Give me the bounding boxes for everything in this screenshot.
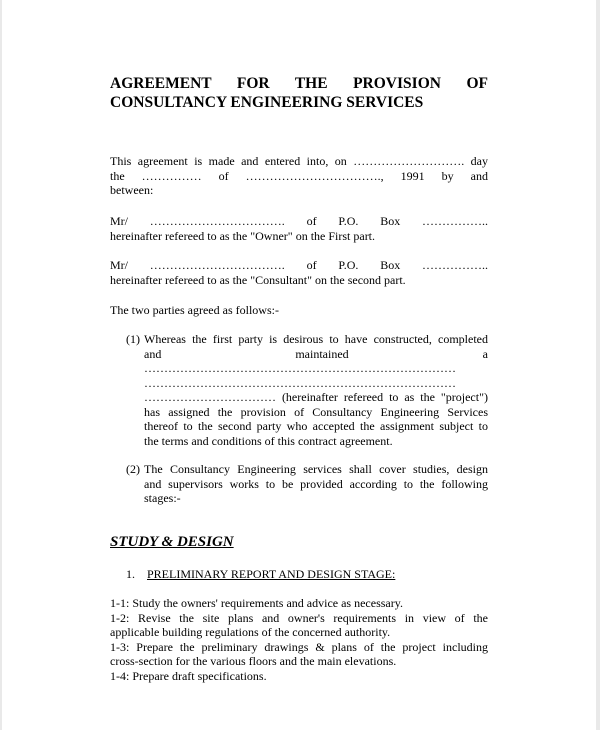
clause-1-1: 1-1: Study the owners' requirements and advice as necessary. (110, 596, 403, 610)
item1-line-6: has assigned the provision of Consultancy Engineering Services (144, 404, 488, 419)
item1-line-5: …………………………… (hereinafter refereed to as the "project") (144, 390, 488, 404)
section-heading: STUDY & DESIGN (110, 534, 234, 550)
clause-item-1-number: (1) (126, 332, 140, 346)
title-line-1: AGREEMENT FOR THE PROVISION OF (110, 75, 488, 92)
item2-line-1: The Consultancy Engineering services shall cover studies, design (144, 462, 488, 476)
clauses-list (110, 596, 488, 683)
intro-line-3: between: (110, 183, 154, 197)
clause-item-2-number: (2) (126, 462, 140, 476)
intro-line-2: the …………… of ……………………………., 1991 by and (110, 168, 488, 183)
item1-line-8: the terms and conditions of this contract agreement. (144, 433, 393, 448)
title-line-2: CONSULTANCY ENGINEERING SERVICES (110, 94, 424, 111)
item1-line-3: …………………………………………………………………… (144, 361, 456, 375)
document-title (110, 74, 488, 112)
clause-1-2-line-1: 1-2: Revise the site plans and owner's requirements in view of the (110, 610, 488, 625)
stage-1-number: 1. (126, 567, 135, 581)
clause-1-2-line-2: applicable building regulations of the concerned authority. (110, 625, 391, 639)
item1-line-1: Whereas the first party is desirous to have constructed, completed (144, 332, 488, 346)
item2-line-2: and supervisors works to be provided according to the following (144, 476, 488, 491)
clause-1-4: 1-4: Prepare draft specifications. (110, 668, 267, 683)
document-page (2, 0, 596, 730)
owner-line-2: hereinafter refereed to as the "Owner" on the First part. (110, 228, 376, 243)
intro-paragraph (110, 154, 488, 198)
stage-1-heading (126, 567, 395, 582)
item1-line-7: thereof to the second party who accepted the assignment subject to (144, 419, 488, 433)
agreed-text: The two parties agreed as follows:- (110, 303, 279, 317)
consultant-paragraph (110, 258, 488, 287)
item1-line-2: and maintained a (144, 346, 488, 361)
clause-1-3-line-2: cross-section for the various floors and the main elevations. (110, 654, 397, 668)
stage-1-label: PRELIMINARY REPORT AND DESIGN STAGE: (147, 567, 396, 581)
owner-paragraph (110, 214, 488, 243)
item1-line-4: …………………………………………………………………… (144, 375, 456, 390)
consultant-line-2: hereinafter refereed to as the "Consultant" on the second part. (110, 272, 406, 287)
intro-line-1: This agreement is made and entered into, on ………………………. day (110, 154, 488, 168)
consultant-line-1: Mr/ ……………………………. of P.O. Box …………….. (110, 258, 488, 272)
owner-line-1: Mr/ ……………………………. of P.O. Box …………….. (110, 214, 488, 228)
item2-line-3: stages:- (144, 491, 181, 505)
clause-1-3-line-1: 1-3: Prepare the preliminary drawings & plans of the project including (110, 639, 488, 654)
